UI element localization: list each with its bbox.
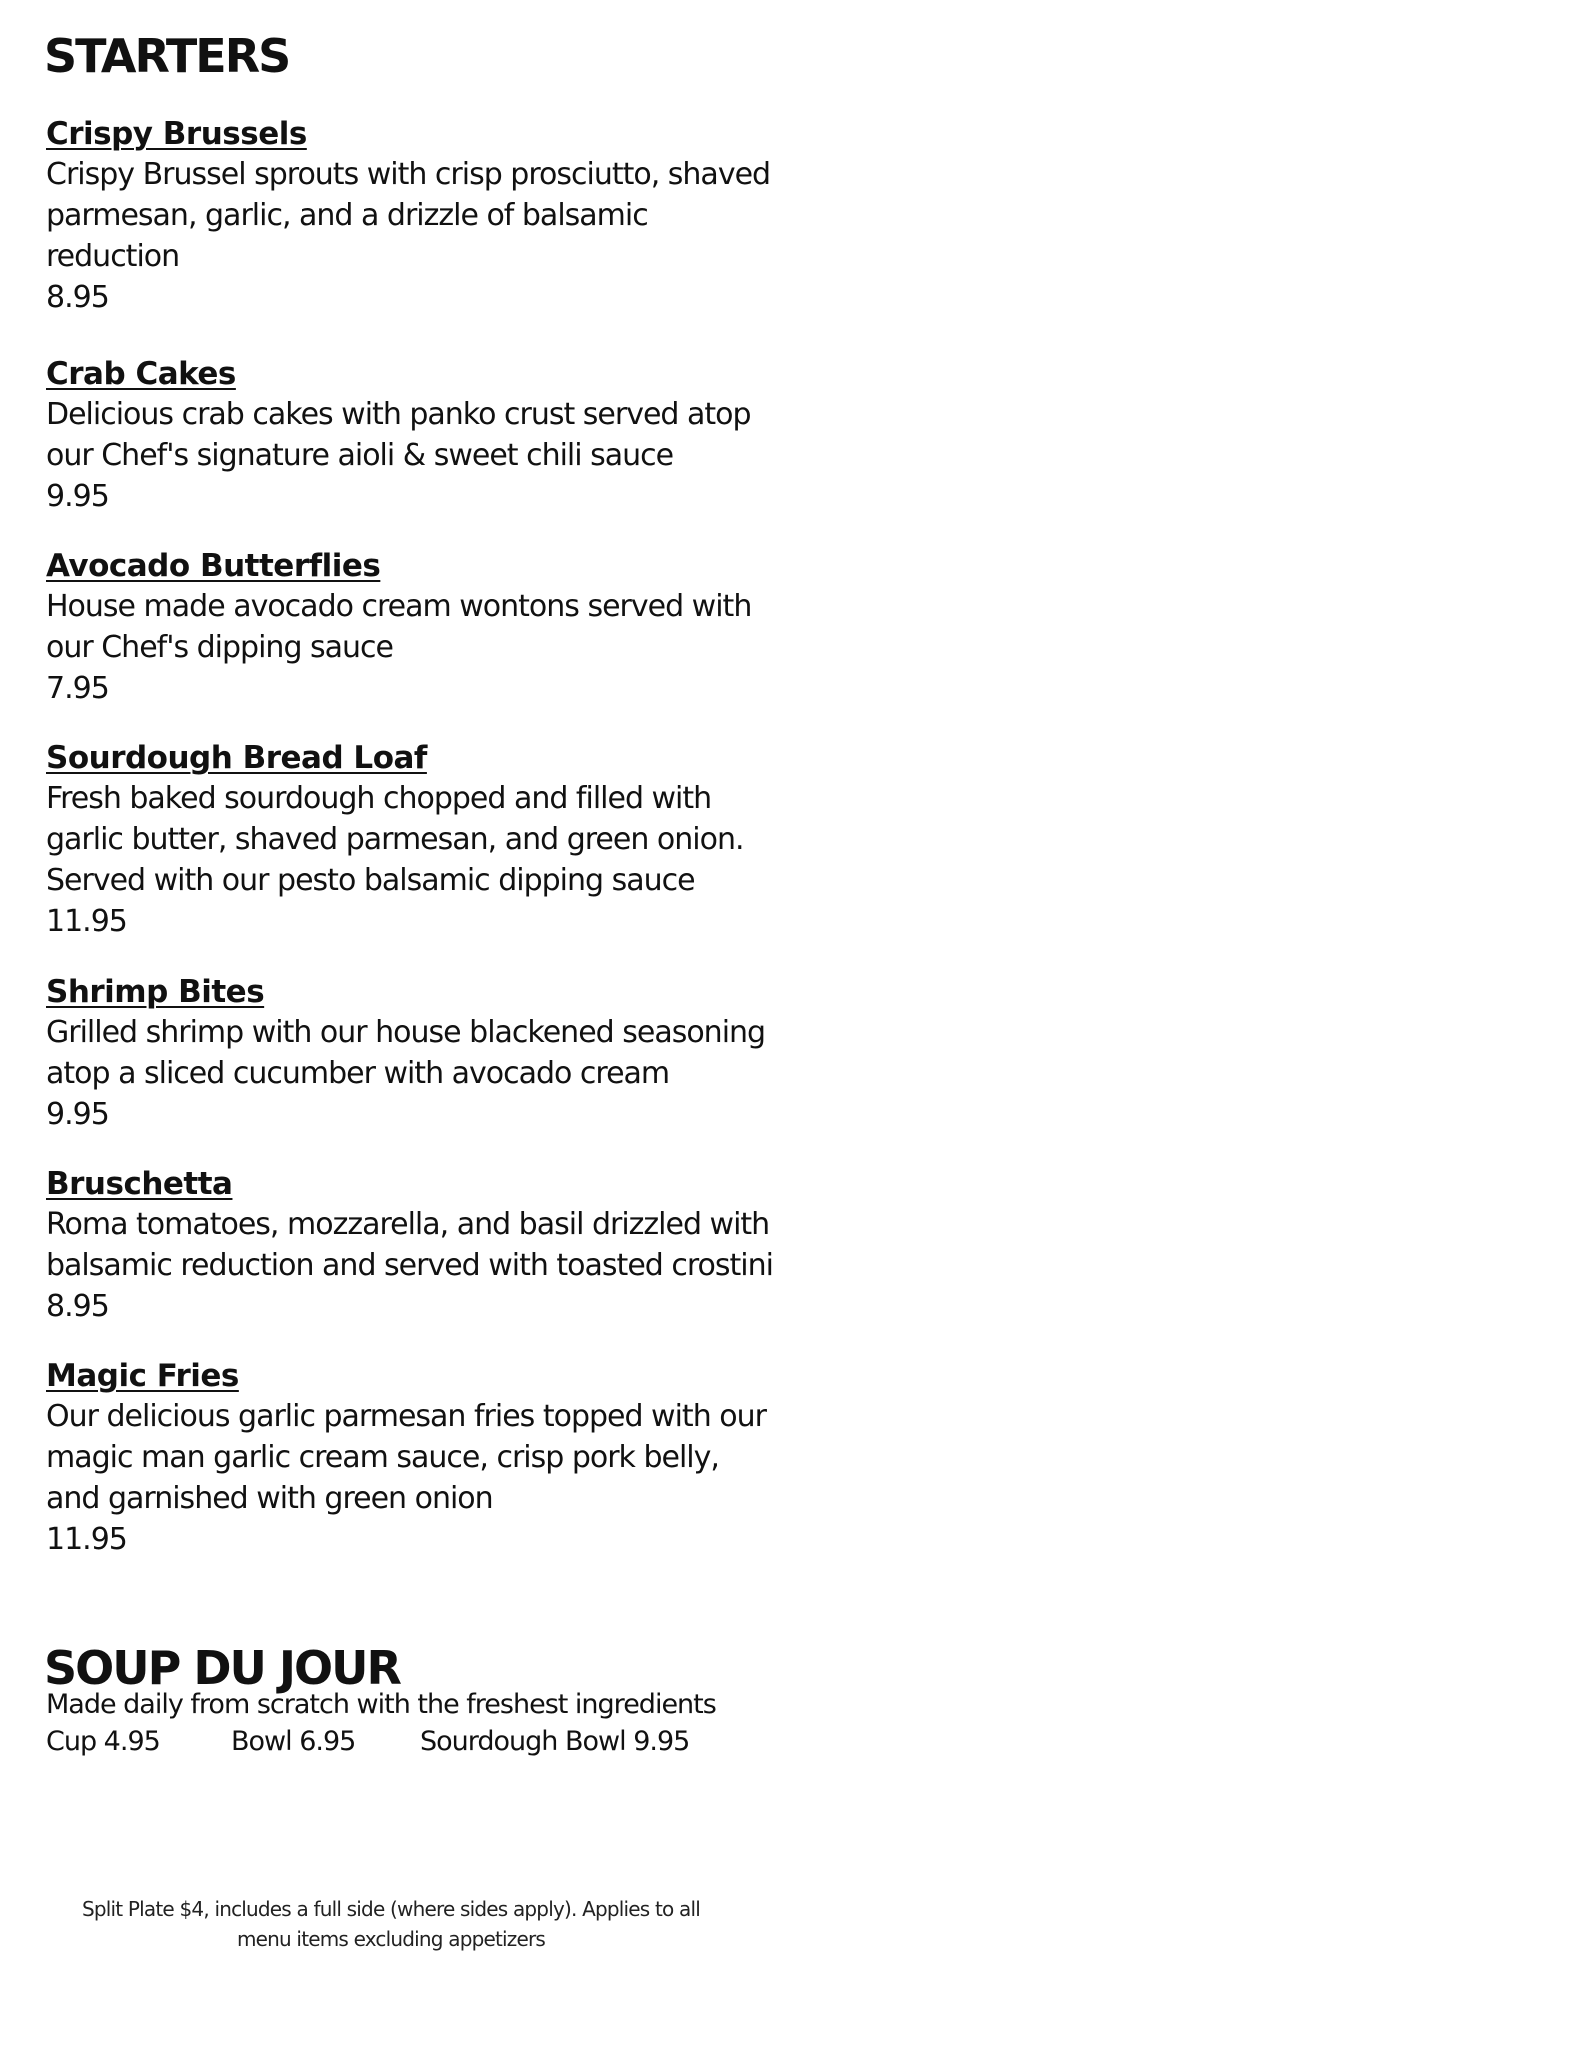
description-line: Delicious crab cakes with panko crust served atop [46,397,751,432]
item-price: 8.95 [46,1289,109,1324]
description-line: House made avocado cream wontons served with [46,589,752,624]
description-line: our Chef's dipping sauce [46,630,394,665]
item-description [46,1396,806,1519]
item-description [46,394,806,476]
description-line: magic man garlic cream sauce, crisp pork belly, [46,1440,719,1475]
menu-item-avocado-butterflies [46,546,806,709]
description-line: garlic butter, shaved parmesan, and green onion. [46,822,744,857]
description-line: reduction [46,239,180,274]
description-line: atop a sliced cucumber with avocado cream [46,1056,670,1091]
item-description [46,154,806,277]
item-price: 7.95 [46,671,109,706]
item-description [46,778,806,901]
item-description [46,1204,806,1286]
description-line: Our delicious garlic parmesan fries topped with our [46,1399,766,1434]
menu-item-sourdough-bread-loaf [46,738,806,942]
menu-item-shrimp-bites [46,972,806,1135]
menu-item-bruschetta [46,1164,806,1327]
description-line: Grilled shrimp with our house blackened seasoning [46,1015,766,1050]
soup-price-sourdough-bowl: Sourdough Bowl 9.95 [420,1726,690,1757]
item-name: Crab Cakes [46,356,236,392]
description-line: Crispy Brussel sprouts with crisp prosciutto, shaved [46,157,771,192]
item-name: Crispy Brussels [46,116,307,152]
item-name: Sourdough Bread Loaf [46,740,427,776]
description-line: balsamic reduction and served with toasted crostini [46,1248,773,1283]
item-name: Avocado Butterflies [46,548,381,584]
item-price: 11.95 [46,1522,127,1557]
split-plate-note [46,1894,736,1954]
footer-line: Split Plate $4, includes a full side (where sides apply). Applies to all [82,1897,700,1921]
soup-price-bowl: Bowl 6.95 [231,1726,356,1757]
item-name: Magic Fries [46,1358,239,1394]
item-name: Shrimp Bites [46,974,265,1010]
footer-line: menu items excluding appetizers [236,1927,546,1951]
item-price: 9.95 [46,479,109,514]
menu-item-crab-cakes [46,354,806,517]
starters-title: STARTERS [44,29,290,83]
item-description [46,1012,806,1094]
description-line: parmesan, garlic, and a drizzle of balsamic [46,198,648,233]
soup-price-cup: Cup 4.95 [46,1726,160,1757]
item-description [46,586,806,668]
item-price: 8.95 [46,280,109,315]
menu-item-crispy-brussels [46,114,806,318]
item-price: 9.95 [46,1097,109,1132]
soup-description: Made daily from scratch with the freshest ingredients [46,1689,716,1720]
item-price: 11.95 [46,904,127,939]
description-line: and garnished with green onion [46,1481,493,1516]
description-line: our Chef's signature aioli & sweet chili sauce [46,438,674,473]
description-line: Served with our pesto balsamic dipping sauce [46,863,695,898]
item-name: Bruschetta [46,1166,233,1202]
description-line: Fresh baked sourdough chopped and filled with [46,781,712,816]
menu-item-magic-fries [46,1356,806,1560]
description-line: Roma tomatoes, mozzarella, and basil drizzled with [46,1207,770,1242]
soup-title: SOUP DU JOUR [44,1641,400,1695]
